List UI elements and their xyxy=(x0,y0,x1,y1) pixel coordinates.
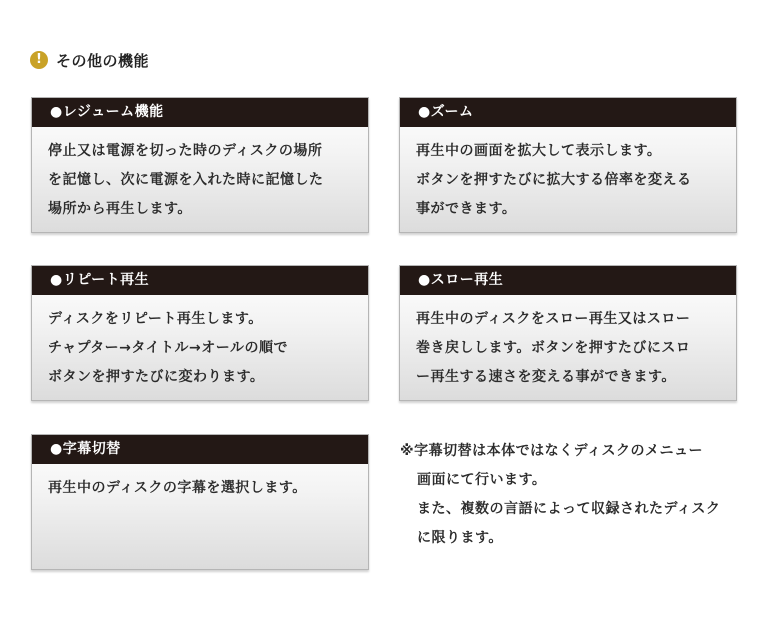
note-line: 画面にて行います。 xyxy=(417,472,547,488)
card-text-line: ー再生する速さを変える事ができます。 xyxy=(416,369,676,385)
card-text-line: ボタンを押すたびに拡大する倍率を変える xyxy=(416,172,692,188)
card-text-line: 場所から再生します。 xyxy=(48,201,192,217)
card-body xyxy=(400,127,736,224)
card-text-line: 停止又は電源を切った時のディスクの場所 xyxy=(48,143,323,159)
card-title: ●スロー再生 xyxy=(400,266,736,295)
note-line: ※字幕切替は本体ではなくディスクのメニュー xyxy=(400,443,703,459)
note-line: に限ります。 xyxy=(417,530,503,546)
feature-card-repeat xyxy=(31,265,369,401)
card-text-line: 巻き戻しします。ボタンを押すたびにスロ xyxy=(416,340,691,356)
card-text-line: ディスクをリピート再生します。 xyxy=(48,311,263,327)
card-text-line: 再生中のディスクの字幕を選択します。 xyxy=(48,480,307,496)
card-text-line: 事ができます。 xyxy=(416,201,517,217)
card-text-line: チャプター→タイトル→オールの順で xyxy=(48,340,289,356)
card-text-line: 再生中のディスクをスロー再生又はスロー xyxy=(416,311,691,327)
card-title: ●字幕切替 xyxy=(32,435,368,464)
card-text-line: を記憶し、次に電源を入れた時に記憶した xyxy=(48,172,324,188)
note-line: また、複数の言語によって収録されたディスク xyxy=(417,501,721,517)
card-title: ●リピート再生 xyxy=(32,266,368,295)
feature-card-subtitle xyxy=(31,434,369,570)
subtitle-note xyxy=(400,437,720,553)
card-body xyxy=(32,295,368,392)
feature-card-slow xyxy=(399,265,737,401)
exclamation-circle-icon: ! xyxy=(30,51,48,69)
card-text-line: ボタンを押すたびに変わります。 xyxy=(48,369,265,385)
card-body xyxy=(32,127,368,224)
card-title: ●ズーム xyxy=(400,98,736,127)
card-title: ●レジューム機能 xyxy=(32,98,368,127)
feature-card-resume xyxy=(31,97,369,233)
card-body xyxy=(400,295,736,392)
feature-card-zoom xyxy=(399,97,737,233)
card-body xyxy=(32,464,368,503)
card-text-line: 再生中の画面を拡大して表示します。 xyxy=(416,143,662,159)
section-header xyxy=(30,47,149,73)
section-title: その他の機能 xyxy=(56,51,150,70)
